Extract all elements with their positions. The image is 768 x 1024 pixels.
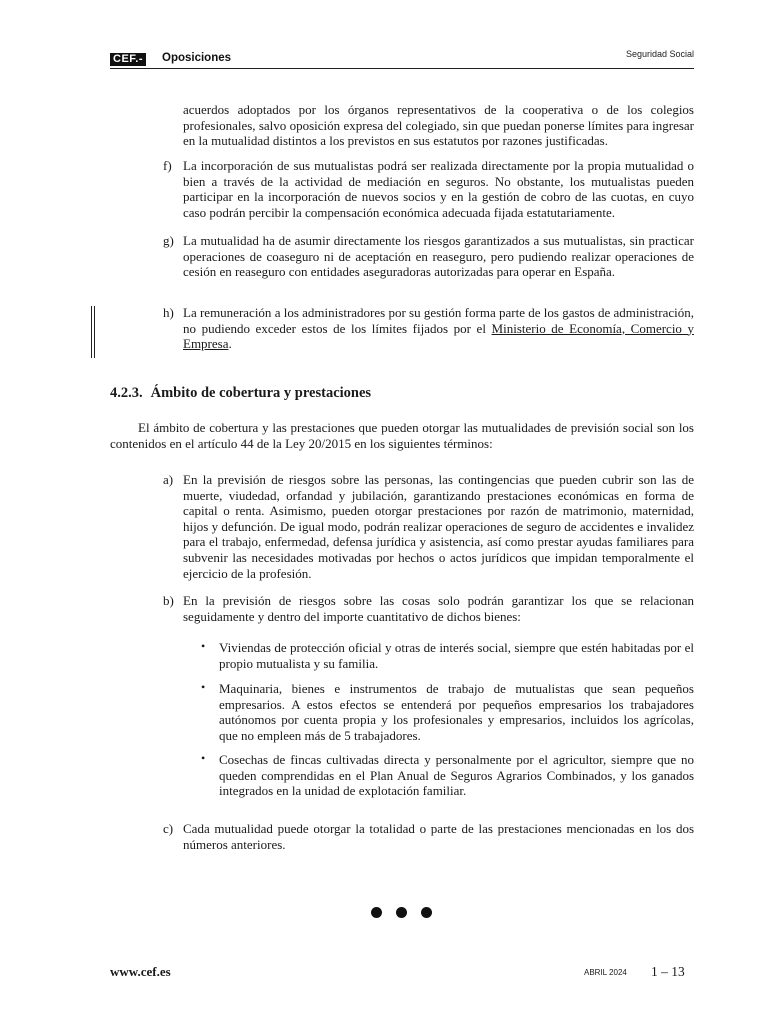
end-dot-2 — [396, 907, 407, 918]
item-marker-b: b) — [163, 593, 174, 608]
item-h-text-end: . — [228, 336, 232, 352]
item-marker-a: a) — [163, 472, 174, 487]
section-title: Ámbito de cobertura y prestaciones — [150, 385, 372, 401]
bullet-item-1: Viviendas de protección oficial y otras de interés social, siempre que estén habitadas por el propio mutualista y su familia. — [219, 640, 694, 671]
item-h-text-start: La remuneración a los administradores por su gestión forma parte de los gastos de administración, no pudiendo exceder estos de los límites fijados por el — [183, 305, 694, 336]
cef-logo: CEF.- — [110, 53, 146, 66]
bullet-item-3: Cosechas de fincas cultivadas directa y personalmente por el agricultor, siempre que no queden comprendidas en el Plan Anual de Seguros Agrarios Combinados, y los ganados integrados en la unidad de explotación familiar. — [219, 752, 694, 799]
ministry-link[interactable]: Ministerio de Economía, Comercio y Empresa — [183, 320, 695, 352]
bullet-glyph: • — [201, 639, 206, 653]
end-dot-1 — [371, 907, 382, 918]
item-marker-c: c) — [163, 821, 174, 836]
footer-date: ABRIL 2024 — [584, 968, 627, 977]
bullet-item-2: Maquinaria, bienes e instrumentos de trabajo de mutualistas que sean pequeños empresarios. A estos efectos se entenderá por pequeños empresarios los trabajadores autónomos por cuenta propia y los profesionales y empresarios, incluidos los agrícolas, que no empleen más de 5 trabajadores. — [219, 681, 694, 743]
page-number: 1 – 13 — [651, 964, 685, 979]
end-dot-3 — [421, 907, 432, 918]
item-marker-h: h) — [163, 305, 174, 320]
footer-url[interactable]: www.cef.es — [110, 964, 171, 979]
page-header — [110, 46, 694, 69]
continued-paragraph: acuerdos adoptados por los órganos representativos de la cooperativa o de los colegios profesionales, salvo oposición expresa del colegiado, sin que puedan ponerse límites para ingresar en la mutualidad distintos a los previstos en sus estatutos por razones justificadas. — [183, 102, 694, 149]
section-number: 4.2.3. — [110, 385, 143, 401]
change-bar-left — [91, 306, 92, 358]
change-bar-right — [94, 306, 95, 358]
item-marker-g: g) — [163, 233, 174, 248]
item-h-text — [183, 305, 694, 352]
section-heading — [110, 385, 371, 402]
item-c-text: Cada mutualidad puede otorgar la totalidad o parte de las prestaciones mencionadas en los dos números anteriores. — [183, 821, 694, 852]
item-b-text: En la previsión de riesgos sobre las cosas solo podrán garantizar los que se relacionan seguidamente y dentro del importe cuantitativo de dichos bienes: — [183, 593, 694, 624]
item-a-text: En la previsión de riesgos sobre las personas, las contingencias que pueden cubrir son las de muerte, viudedad, orfandad y jubilación, garantizando prestaciones económicas en forma de capital o renta. Asimismo, pueden otorgar prestaciones por razón de matrimonio, maternidad, hijos y defunción. De igual modo, podrán realizar operaciones de seguro de accidentes e invalidez para el trabajo, enfermedad, defensa jurídica y asistencia, así como prestar ayudas familiares para subvenir las necesidades motivadas por hechos o actos jurídicos que impidan temporalmente el ejercicio de la profesión. — [183, 472, 694, 581]
item-marker-f: f) — [163, 158, 172, 173]
bullet-glyph: • — [201, 751, 206, 765]
item-f-text: La incorporación de sus mutualistas podrá ser realizada directamente por la propia mutualidad o bien a través de la actividad de mediación en seguros. No obstante, los mutualistas pueden participar en la incorporación de nuevos socios y en la gestión de cobro de las cuotas, en cuyo caso podrán percibir la compensación económica adecuada fijada estatutariamente. — [183, 158, 694, 220]
item-g-text: La mutualidad ha de asumir directamente los riesgos garantizados a sus mutualistas, sin practicar operaciones de coaseguro ni de aceptación en reaseguro, pero pudiendo realizar operaciones de cesión en reaseguro con entidades aseguradoras autorizadas para operar en España. — [183, 233, 694, 280]
section-name: Seguridad Social — [625, 49, 694, 59]
intro-paragraph: El ámbito de cobertura y las prestaciones que pueden otorgar las mutualidades de previsión social son los contenidos en el artículo 44 de la Ley 20/2015 en los siguientes términos: — [110, 420, 694, 451]
bullet-glyph: • — [201, 680, 206, 694]
brand-name: Oposiciones — [162, 52, 232, 64]
